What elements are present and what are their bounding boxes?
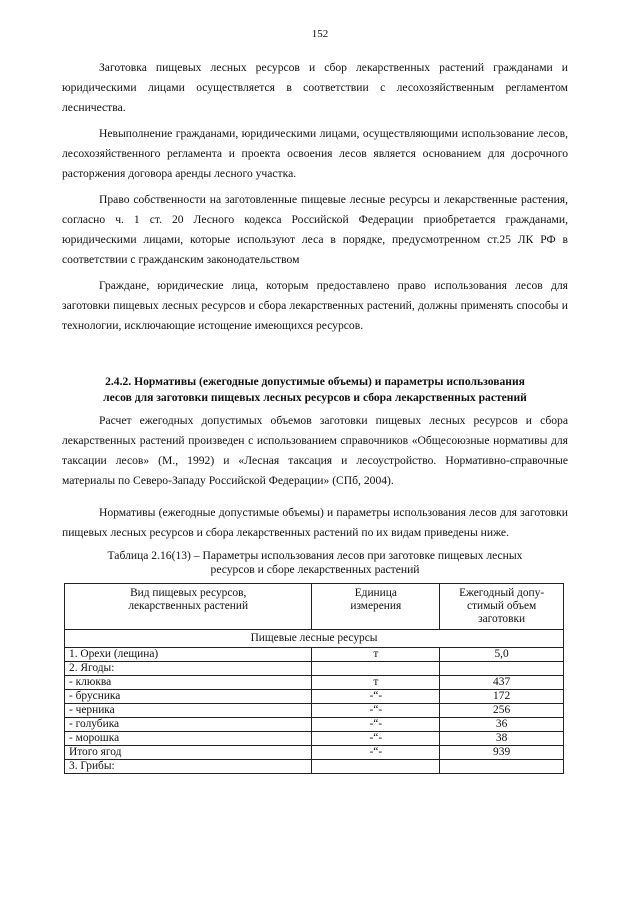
table-row [65, 704, 564, 718]
cell-volume: 5,0 [440, 648, 564, 662]
header-text: измерения [350, 600, 402, 612]
cell-unit [312, 662, 440, 676]
table-row [65, 732, 564, 746]
cell-name: - морошка [65, 732, 312, 746]
table-row [65, 718, 564, 732]
table-row [65, 690, 564, 704]
cell-unit: -“- [312, 718, 440, 732]
cell-unit: -“- [312, 732, 440, 746]
table-section-row [65, 630, 564, 648]
cell-name: - клюква [65, 676, 312, 690]
cell-name: 2. Ягоды: [65, 662, 312, 676]
cell-volume: 437 [440, 676, 564, 690]
cell-unit: -“- [312, 704, 440, 718]
paragraph: Расчет ежегодных допустимых объемов заготовки пищевых лесных ресурсов и сбора лекарственных растений произведен с использованием справочников «Общесоюзные нормативы для таксации лесов» (М., 1992) и «Лесная таксация и лесоустройство. Нормативно-справочные материалы по Северо-Западу Российской Федерации» (СПб, 2004). [62, 414, 568, 487]
header-text: лекарственных растений [128, 600, 249, 612]
section-heading [62, 374, 568, 405]
paragraph: Заготовка пищевых лесных ресурсов и сбор лекарственных растений гражданами и юридическими лицами осуществляется в соответствии с лесохозяйственным регламентом лесничества. [62, 61, 568, 114]
table-row [65, 760, 564, 774]
paragraph: Право собственности на заготовленные пищевые лесные ресурсы и лекарственные растения, согласно ч. 1 ст. 20 Лесного кодекса Российской Федерации приобретается гражданами, юридическими лицами, которые используют леса в порядке, предусмотренном ст.25 ЛК РФ в соответствии с гражданским законодательством [62, 193, 568, 266]
header-text: Ежегодный допу- [459, 587, 545, 599]
cell-name: - брусника [65, 690, 312, 704]
cell-unit: -“- [312, 690, 440, 704]
cell-volume: 256 [440, 704, 564, 718]
cell-unit [312, 760, 440, 774]
paragraph: Нормативы (ежегодные допустимые объемы) и параметры использования лесов для заготовки пищевых лесных ресурсов и сбора лекарственных растений по их видам приведены ниже. [62, 506, 568, 539]
cell-name: Итого ягод [65, 746, 312, 760]
cell-name: 3. Грибы: [65, 760, 312, 774]
table-caption-line: Таблица 2.16(13) – Параметры использования лесов при заготовке пищевых лесных [107, 549, 523, 562]
section-heading-line: лесов для заготовки пищевых лесных ресурсов и сбора лекарственных растений [103, 390, 527, 404]
document-body [62, 58, 568, 774]
table-caption-line: ресурсов и сборе лекарственных растений [210, 563, 420, 576]
header-text: заготовки [478, 613, 526, 625]
cell-volume: 172 [440, 690, 564, 704]
table-header-row [65, 584, 564, 630]
header-text: Единица [354, 587, 397, 599]
table-row [65, 648, 564, 662]
header-resource-type [65, 584, 312, 630]
resources-table [64, 583, 564, 774]
table-row [65, 746, 564, 760]
cell-volume: 939 [440, 746, 564, 760]
cell-volume: 36 [440, 718, 564, 732]
cell-volume: 38 [440, 732, 564, 746]
paragraph: Граждане, юридические лица, которым предоставлено право использования лесов для заготовки пищевых лесных ресурсов и сбора лекарственных растений, должны применять способы и технологии, исключающие истощение имеющихся ресурсов. [62, 279, 568, 332]
cell-name: - черника [65, 704, 312, 718]
section-title-cell: Пищевые лесные ресурсы [65, 630, 564, 648]
header-unit [312, 584, 440, 630]
cell-unit: -“- [312, 746, 440, 760]
header-text: Вид пищевых ресурсов, [130, 587, 247, 599]
table-row [65, 662, 564, 676]
cell-volume [440, 662, 564, 676]
header-annual-volume [440, 584, 564, 630]
cell-name: - голубика [65, 718, 312, 732]
header-text: стимый объем [466, 600, 537, 612]
table-row [65, 676, 564, 690]
paragraph: Невыполнение гражданами, юридическими лицами, осуществляющими использование лесов, лесохозяйственного регламента и проекта освоения лесов является основанием для досрочного расторжения договора аренды лесного участка. [62, 127, 568, 180]
section-heading-line: 2.4.2. Нормативы (ежегодные допустимые объемы) и параметры использования [105, 375, 525, 388]
cell-unit: т [312, 648, 440, 662]
page-number: 152 [311, 28, 329, 40]
table-caption [62, 549, 568, 577]
cell-name: 1. Орехи (лещина) [65, 648, 312, 662]
cell-unit: т [312, 676, 440, 690]
cell-volume [440, 760, 564, 774]
